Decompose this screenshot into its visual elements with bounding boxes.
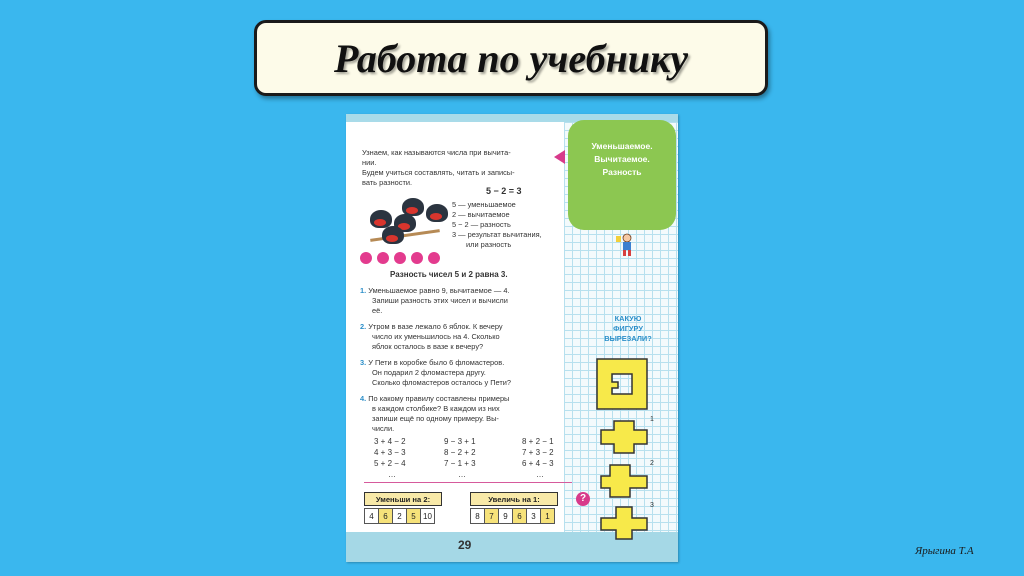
figure-option-2 (600, 464, 648, 498)
task-line: Запиши разность этих чисел и вычисли (372, 296, 508, 305)
intro-line: нии. (362, 158, 377, 167)
term-item: 3 — результат вычитания, (452, 230, 542, 239)
figure-number-3: 3 (650, 502, 654, 509)
cell: 9 (498, 508, 513, 524)
cell: 8 (470, 508, 485, 524)
task-number: 2. (360, 322, 367, 331)
task-line: Он подарил 2 фломастера другу. (372, 368, 486, 377)
example-equation: 5 − 2 = 3 (486, 186, 522, 196)
figure-option-3 (600, 506, 648, 540)
terms-list (452, 200, 570, 250)
dot (377, 252, 389, 264)
task-line: яблок осталось в вазе к вечеру? (372, 342, 484, 351)
example-item: 8 − 2 + 2 (444, 448, 476, 457)
task-1 (360, 286, 570, 316)
cell: 10 (420, 508, 435, 524)
task-line: в каждом столбике? В каждом из них (372, 404, 500, 413)
figure-number-1: 1 (650, 416, 654, 423)
dot (428, 252, 440, 264)
column-1 (374, 436, 406, 480)
task-3 (360, 358, 570, 388)
example-item: 9 − 3 + 1 (444, 437, 476, 446)
column-2 (444, 436, 476, 480)
topic-tab (568, 120, 676, 230)
task-2 (360, 322, 570, 352)
question-line: ВЫРЕЗАЛИ? (604, 334, 652, 343)
task-line: числи. (372, 424, 395, 433)
pink-marker-icon (554, 150, 565, 164)
task-number: 1. (360, 286, 367, 295)
cell: 5 (406, 508, 421, 524)
question-icon: ? (576, 492, 590, 506)
textbook-page (346, 114, 678, 562)
term-item: 5 − 2 — разность (452, 220, 511, 229)
question-line: ФИГУРУ (613, 324, 643, 333)
intro-line: вать разности. (362, 178, 413, 187)
girl-character-icon (616, 232, 636, 258)
task-line: У Пети в коробке было 6 фломастеров. (368, 358, 505, 367)
rule-text: Разность чисел 5 и 2 равна 3. (390, 270, 508, 279)
figure-number-2: 2 (650, 460, 654, 467)
example-item: 3 + 4 − 2 (374, 437, 406, 446)
figure-option-1 (600, 420, 648, 454)
example-item: 5 + 2 − 4 (374, 459, 406, 468)
bullfinch-icon (382, 226, 404, 244)
reduce-label: Уменьши на 2: (364, 492, 442, 506)
task-line: запиши ещё по одному примеру. Вы- (372, 414, 499, 423)
bullfinch-icon (370, 210, 392, 228)
dot (360, 252, 372, 264)
term-item: или разность (466, 240, 512, 249)
example-item: 7 + 3 − 2 (522, 448, 554, 457)
cell: 6 (378, 508, 393, 524)
task-line: Уменьшаемое равно 9, вычитаемое — 4. (368, 286, 510, 295)
counting-dots (360, 252, 440, 264)
cell: 3 (526, 508, 541, 524)
example-item: 7 − 1 + 3 (444, 459, 476, 468)
reduce-cells (364, 508, 434, 524)
column-3 (522, 436, 554, 480)
cell: 4 (364, 508, 379, 524)
page-number: 29 (458, 538, 472, 552)
question-line: КАКУЮ (614, 314, 642, 323)
dot (411, 252, 423, 264)
dot (394, 252, 406, 264)
task-line: Сколько фломастеров осталось у Пети? (372, 378, 512, 387)
slide-title: Работа по учебнику (333, 35, 689, 81)
topic-line-3: Разность (602, 167, 642, 177)
cell: 2 (392, 508, 407, 524)
example-item: … (536, 470, 544, 479)
example-item: 6 + 4 − 3 (522, 459, 554, 468)
task-line: её. (372, 306, 383, 315)
term-item: 5 — уменьшаемое (452, 200, 516, 209)
example-item: … (458, 470, 466, 479)
example-item: 8 + 2 − 1 (522, 437, 554, 446)
example-item: … (388, 470, 396, 479)
intro-line: Узнаем, как называются числа при вычита- (362, 148, 511, 157)
increase-cells (470, 508, 554, 524)
increase-label: Увеличь на 1: (470, 492, 558, 506)
task-4 (360, 394, 570, 434)
task-number: 3. (360, 358, 367, 367)
bullfinch-icon (402, 198, 424, 216)
example-item: 4 + 3 − 3 (374, 448, 406, 457)
slide-title-box (254, 20, 768, 96)
cell: 6 (512, 508, 527, 524)
task-line: Утром в вазе лежало 6 яблок. К вечеру (368, 322, 503, 331)
intro-line: Будем учиться составлять, читать и записы- (362, 168, 515, 177)
task-line: число их уменьшилось на 4. Сколько (372, 332, 500, 341)
author-credit: Ярыгина Т.А (915, 545, 974, 557)
question-title (588, 314, 668, 344)
cell: 1 (540, 508, 555, 524)
bullfinch-icon (426, 204, 448, 222)
intro-text (362, 148, 552, 188)
term-item: 2 — вычитаемое (452, 210, 510, 219)
task-line: По какому правилу составлены примеры (368, 394, 510, 403)
cutout-figure (596, 358, 648, 410)
topic-line-1: Уменьшаемое. (591, 141, 653, 151)
section-divider (364, 482, 572, 483)
cell: 7 (484, 508, 499, 524)
topic-line-2: Вычитаемое. (594, 154, 650, 164)
task-number: 4. (360, 394, 367, 403)
